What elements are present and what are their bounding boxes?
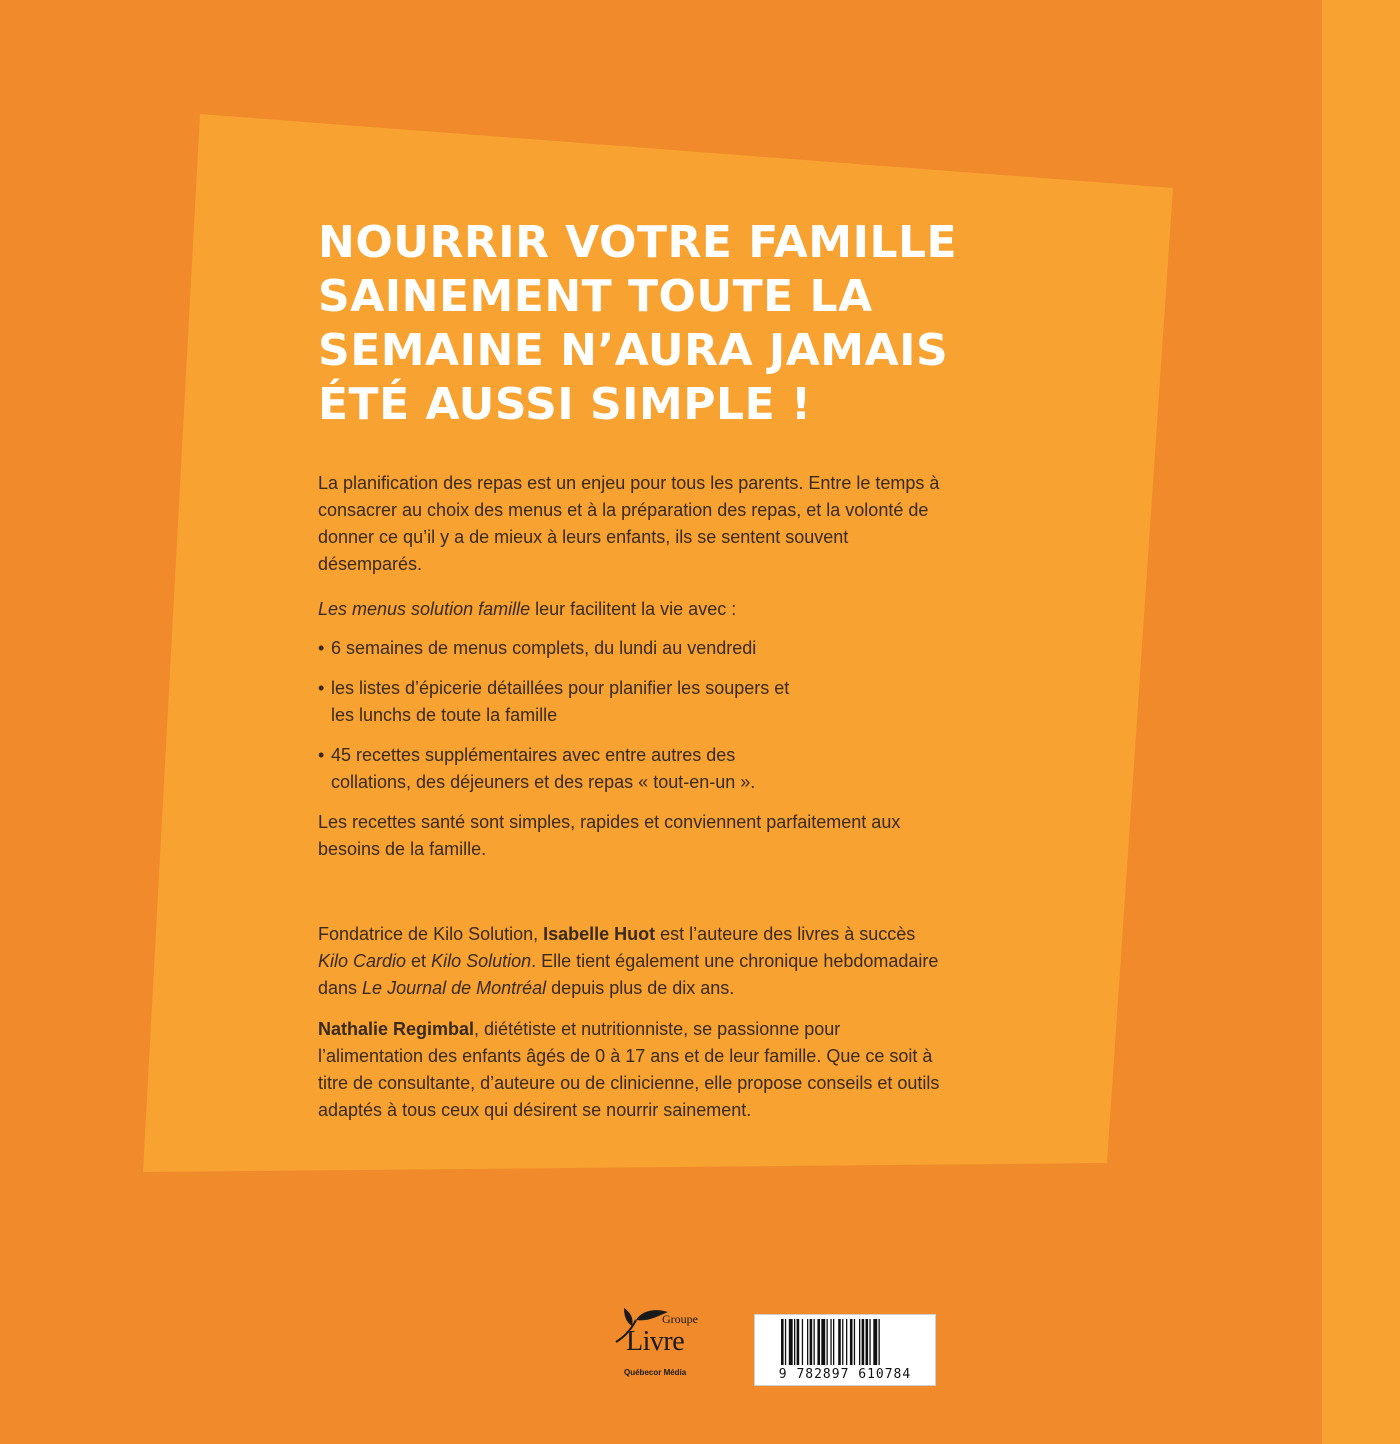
bullet-dot: • (318, 638, 325, 658)
author-bio-huot (318, 921, 943, 1002)
bio-text: , diététiste et nutritionniste, se passionne pour l’alimentation des enfants âgés de 0 à 17 ans et de leur famille. Que ce soit à titre de consultante, d’auteure ou de clinicienne, elle propose conseils et outils adaptés à tous ceux qui désirent se nourrir sainement. (318, 1019, 940, 1120)
list-item (318, 675, 811, 729)
book-title: Kilo Solution (431, 951, 532, 971)
barcode-bar (859, 1319, 860, 1365)
bio-text: depuis plus de dix ans. (546, 978, 735, 998)
barcode-bars (781, 1319, 911, 1367)
barcode-bar (827, 1319, 828, 1365)
publisher-logo (612, 1306, 704, 1386)
list-item-text: 6 semaines de menus complets, du lundi au vendredi (331, 638, 757, 658)
barcode-bar (846, 1319, 847, 1365)
barcode-bar (789, 1319, 793, 1365)
barcode-bar (842, 1319, 843, 1365)
author-name: Isabelle Huot (543, 924, 656, 944)
bio-text: et (406, 951, 432, 971)
intro-paragraph: La planification des repas est un enjeu pour tous les parents. Entre le temps à consacrer au choix des menus et à la préparation des repas, et la volonté de donner ce qu’il y a de mieux à leurs enfants, ils se sentent souvent désemparés. (318, 473, 940, 574)
list-item (318, 635, 811, 662)
bio-text: est l’auteure des livres à succès (655, 924, 916, 944)
newspaper-title: Le Journal de Montréal (362, 978, 547, 998)
headline (318, 216, 958, 432)
book-intro-suffix: leur facilitent la vie avec : (530, 599, 737, 619)
publisher-sub: Québecor Média (624, 1368, 687, 1377)
barcode-bar (807, 1319, 808, 1365)
book-title: Les menus solution famille (318, 599, 531, 619)
barcode-bar (797, 1319, 800, 1365)
barcode-bar (794, 1319, 795, 1365)
feature-list (318, 635, 958, 796)
barcode-bar (817, 1319, 820, 1365)
author-name: Nathalie Regimbal (318, 1019, 475, 1039)
isbn-number: 9 782897 610784 (778, 1367, 912, 1382)
barcode-bar (830, 1319, 831, 1365)
bullet-dot: • (318, 745, 325, 765)
publisher-groupe: Groupe (662, 1312, 698, 1326)
barcode-bar (821, 1319, 825, 1365)
list-item-text: les listes d’épicerie détaillées pour planifier les soupers et les lunchs de toute la famille (331, 678, 790, 725)
book-intro-line (318, 596, 943, 623)
headline-line: SAINEMENT TOUTE LA (318, 271, 873, 322)
author-bios (318, 921, 958, 1124)
bio-text: . Elle tient également une chronique hebdomadaire dans (318, 951, 939, 998)
barcode-bar (862, 1319, 865, 1365)
barcode-bar (785, 1319, 786, 1365)
barcode-bar (866, 1319, 869, 1365)
bio-text: Fondatrice de Kilo Solution, (318, 924, 544, 944)
barcode-bar (802, 1319, 803, 1365)
back-cover-text (318, 216, 958, 1138)
author-bio-regimbal (318, 1016, 943, 1124)
barcode-bar (838, 1319, 841, 1365)
barcode-bar (854, 1319, 855, 1365)
closing-paragraph: Les recettes santé sont simples, rapides et conviennent parfaitement aux besoins de la famille. (318, 812, 901, 859)
list-item-text: 45 recettes supplémentaires avec entre autres des collations, des déjeuners et des repas « tout-en-un ». (331, 745, 756, 792)
headline-line: ÉTÉ AUSSI SIMPLE ! (318, 379, 812, 430)
headline-line: NOURRIR VOTRE FAMILLE (318, 217, 958, 268)
bullet-dot: • (318, 678, 325, 698)
isbn-barcode (754, 1314, 936, 1386)
barcode-bar (869, 1319, 870, 1365)
barcode-bar (781, 1319, 784, 1365)
list-item (318, 742, 811, 796)
barcode-bar (814, 1319, 815, 1365)
barcode-bar (833, 1319, 834, 1365)
publisher-livre: Livre (626, 1326, 685, 1357)
book-title: Kilo Cardio (318, 951, 407, 971)
barcode-bar (850, 1319, 853, 1365)
headline-line: SEMAINE N’AURA JAMAIS (318, 325, 949, 376)
barcode-bar (879, 1319, 880, 1365)
barcode-bar (873, 1319, 877, 1365)
barcode-bar (810, 1319, 813, 1365)
